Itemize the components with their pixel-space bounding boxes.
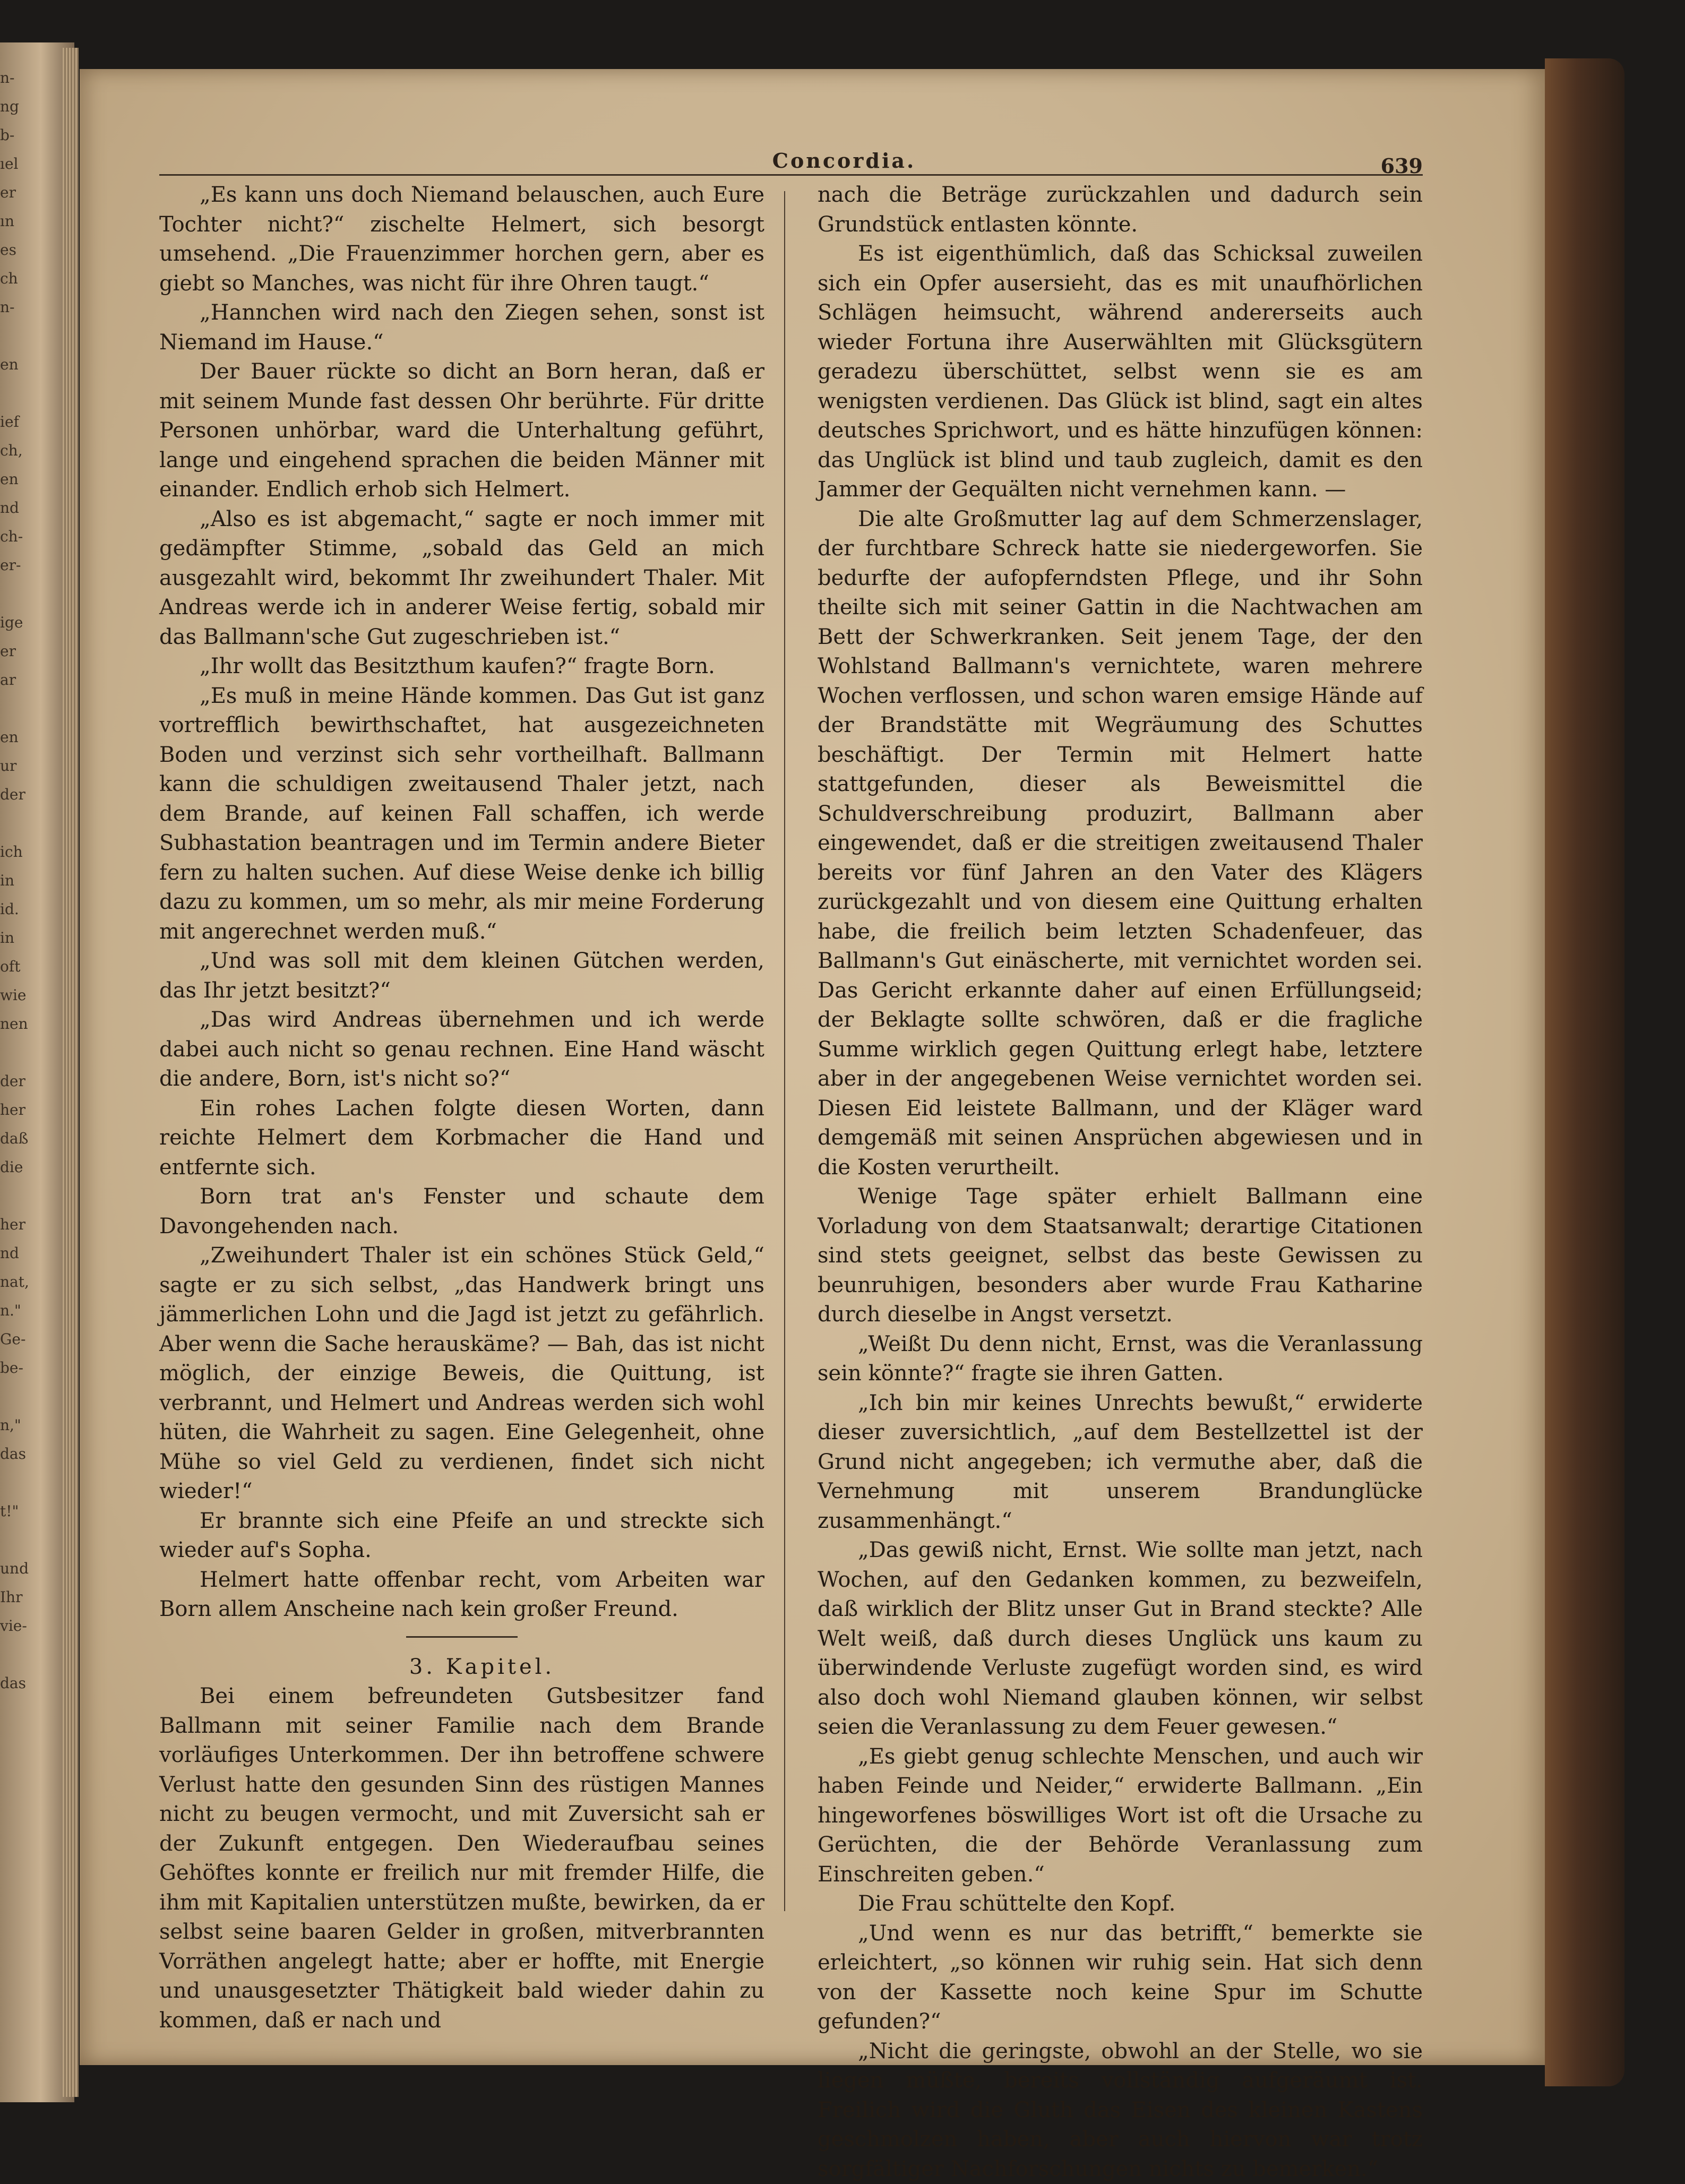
- paragraph: Wenige Tage später erhielt Ballmann eine Vorladung von dem Staatsanwalt; derartige Citationen sind stets geeignet, selbst das beste Gewissen zu beunruhigen, besonders aber wurde Frau Katharine durch dieselbe in Angst versetzt.: [818, 1182, 1423, 1330]
- paragraph: Es ist eigenthümlich, daß das Schicksal zuweilen sich ein Opfer ausersieht, das es mit unaufhörlichen Schlägen heimsucht, während andererseits auch wieder Fortuna ihre Auserwählten mit Glücksgütern geradezu überschüttet, selbst wenn sie es am wenigsten verdienen. Das Glück ist blind, sagt ein altes deutsches Sprichwort, und es hätte hinzufügen können: das Unglück ist blind und taub zugleich, damit es den Jammer der Gequälten nicht vernehmen kann. —: [818, 239, 1423, 505]
- paragraph: Die Frau schüttelte den Kopf.: [818, 1889, 1423, 1919]
- left-column: [159, 180, 764, 2035]
- paragraph: Bei einem befreundeten Gutsbesitzer fand Ballmann mit seiner Familie nach dem Brande vorläufiges Unterkommen. Der ihn betroffene schwere Verlust hatte den gesunden Sinn des rüstigen Mannes nicht zu beugen vermocht, und mit Zuversicht sah er der Zukunft entgegen. Den Wiederaufbau seines Gehöftes konnte er freilich nur mit fremder Hilfe, die ihm mit Kapitalien unterstützen mußte, bewirken, da er selbst seine baaren Gelder in großen, mitverbrannten Vorräthen angelegt hatte; aber er hoffte, mit Energie und unausgesetzter Thätigkeit bald wieder dahin zu kommen, daß er nach und: [159, 1682, 764, 2035]
- paragraph: Er brannte sich eine Pfeife an und streckte sich wieder auf's Sopha.: [159, 1507, 764, 1566]
- paragraph: „Es giebt genug schlechte Menschen, und auch wir haben Feinde und Neider,“ erwiderte Ballmann. „Ein hingeworfenes böswilliges Wort ist oft die Ursache zu Gerüchten, die der Behörde Veranlassung zum Einschreiten geben.“: [818, 1742, 1423, 1890]
- paragraph: „Es muß in meine Hände kommen. Das Gut ist ganz vortrefflich bewirthschaftet, hat ausgezeichneten Boden und verzinst sich sehr vortheilhaft. Ballmann kann die schuldigen zweitausend Thaler jetzt, nach dem Brande, auf keinen Fall schaffen, ich werde Subhastation beantragen und im Termin andere Bieter fern zu halten suchen. Auf diese Weise denke ich billig dazu zu kommen, um so mehr, als mir meine Forderung mit angerechnet werden muß.“: [159, 682, 764, 947]
- right-column: [818, 180, 1423, 2184]
- paragraph: „Ich bin mir keines Unrechts bewußt,“ erwiderte dieser zuversichtlich, „auf dem Bestellzettel ist der Grund nicht angegeben; ich vermuthe aber, daß die Vernehmung mit unserem Brandunglücke zusammenhängt.“: [818, 1389, 1423, 1536]
- paragraph: Die alte Großmutter lag auf dem Schmerzenslager, der furchtbare Schreck hatte sie niedergeworfen. Sie bedurfte der aufopferndsten Pflege, und ihr Sohn theilte sich mit seiner Gattin in die Nachtwachen am Bett der Schwerkranken. Seit jenem Tage, der den Wohlstand Ballmann's vernichtete, waren mehrere Wochen verflossen, und schon waren emsige Hände auf der Brandstätte mit Wegräumung des Schuttes beschäftigt. Der Termin mit Helmert hatte stattgefunden, dieser als Beweismittel die Schuldverschreibung produzirt, Ballmann aber eingewendet, daß er die streitigen zweitausend Thaler bereits vor fünf Jahren an den Vater des Klägers zurückgezahlt und von diesem eine Quittung erhalten habe, die freilich beim letzten Schadenfeuer, das Ballmann's Gut einäscherte, mit vernichtet worden sei. Das Gericht erkannte daher auf einen Erfüllungseid; der Beklagte sollte schwören, daß er die fragliche Summe wirklich gegen Quittung erlegt habe, letztere aber in der angegebenen Weise vernichtet worden sei. Diesen Eid leistete Ballmann, und der Kläger ward demgemäß mit seinen Ansprüchen abgewiesen und in die Kosten verurtheilt.: [818, 505, 1423, 1183]
- paragraph: „Ihr wollt das Besitzthum kaufen?“ fragte Born.: [159, 652, 764, 682]
- paragraph: „Hannchen wird nach den Ziegen sehen, sonst ist Niemand im Hause.“: [159, 298, 764, 357]
- paragraph: Ein rohes Lachen folgte diesen Worten, dann reichte Helmert dem Korbmacher die Hand und entfernte sich.: [159, 1094, 764, 1183]
- paragraph: Helmert hatte offenbar recht, vom Arbeiten war Born allem Anscheine nach kein großer Freund.: [159, 1566, 764, 1624]
- paragraph: „Und was soll mit dem kleinen Gütchen werden, das Ihr jetzt besitzt?“: [159, 947, 764, 1005]
- column-divider: [784, 191, 785, 1911]
- header-rule: [159, 174, 1423, 176]
- page-number: 639: [1359, 154, 1423, 178]
- paragraph: „Das gewiß nicht, Ernst. Wie sollte man jetzt, nach Wochen, auf den Gedanken kommen, zu bezweifeln, daß wirklich der Blitz unser Gut in Brand steckte? Alle Welt weiß, daß durch dieses Unglück uns kaum zu überwindende Verluste zugefügt worden sind, es wird also doch wohl Niemand glauben können, wir selbst seien die Veranlassung zu dem Feuer gewesen.“: [818, 1536, 1423, 1742]
- paragraph: „Zweihundert Thaler ist ein schönes Stück Geld,“ sagte er zu sich selbst, „das Handwerk bringt uns jämmerlichen Lohn und die Jagd ist jetzt zu gefährlich. Aber wenn die Sache herauskäme? — Bah, das ist nicht möglich, der einzige Beweis, die Quittung, ist verbrannt, und Helmert und Andreas werden sich wohl hüten, die Wahrheit zu sagen. Eine Gelegenheit, ohne Mühe so viel Geld zu verdienen, findet sich nicht wieder!“: [159, 1241, 764, 1507]
- paragraph: „Und wenn es nur das betrifft,“ bemerkte sie erleichtert, „so können wir ruhig sein. Hat sich denn von der Kassette noch keine Spur im Schutte gefunden?“: [818, 1919, 1423, 2037]
- section-divider: [406, 1636, 518, 1638]
- running-header-title: Concordia.: [738, 149, 950, 173]
- paragraph: „Nicht die geringste, obwohl an der Stelle, wo sie liegen müßte, bereits vollständig aufgeräumt ist. Freilich wird die Gluth das Eisen des kleinen Kastens geschmolzen haben, aber auch hiervon war trotz sorgfältiger Nachforschungen nichts zu bemerken.“: [818, 2037, 1423, 2184]
- page-stack-edge: [63, 48, 79, 2097]
- paragraph: Der Bauer rückte so dicht an Born heran, daß er mit seinem Munde fast dessen Ohr berührte. Für dritte Personen unhörbar, ward die Unterhaltung geführt, lange und eingehend sprachen die beiden Männer mit einander. Endlich erhob sich Helmert.: [159, 357, 764, 505]
- paragraph: „Weißt Du denn nicht, Ernst, was die Veranlassung sein könnte?“ fragte sie ihren Gatten.: [818, 1330, 1423, 1389]
- paragraph: „Also es ist abgemacht,“ sagte er noch immer mit gedämpfter Stimme, „sobald das Geld an mich ausgezahlt wird, bekommt Ihr zweihundert Thaler. Mit Andreas werde ich in anderer Weise fertig, sobald mir das Ballmann'sche Gut zugeschrieben ist.“: [159, 505, 764, 652]
- chapter-heading: 3. Kapitel.: [159, 1653, 764, 1682]
- facing-page-text-fragments: n- ng b- ıel er ın es ch n- en ief ch, en nd ch- er- ige er ar en ur der ich in id. in oft wie nen der her daß die her nd nat, n." Ge- be- n," das t!" und Ihr vie- das: [0, 64, 58, 1698]
- paragraph: „Das wird Andreas übernehmen und ich werde dabei auch nicht so genau rechnen. Eine Hand wäscht die andere, Born, ist's nicht so?“: [159, 1005, 764, 1094]
- paragraph: „Es kann uns doch Niemand belauschen, auch Eure Tochter nicht?“ zischelte Helmert, sich besorgt umsehend. „Die Frauenzimmer horchen gern, aber es giebt so Manches, was nicht für ihre Ohren taugt.“: [159, 180, 764, 298]
- paragraph: Born trat an's Fenster und schaute dem Davongehenden nach.: [159, 1182, 764, 1241]
- paragraph-continuation: nach die Beträge zurückzahlen und dadurch sein Grundstück entlasten könnte.: [818, 180, 1423, 239]
- book-binding: [1545, 58, 1624, 2086]
